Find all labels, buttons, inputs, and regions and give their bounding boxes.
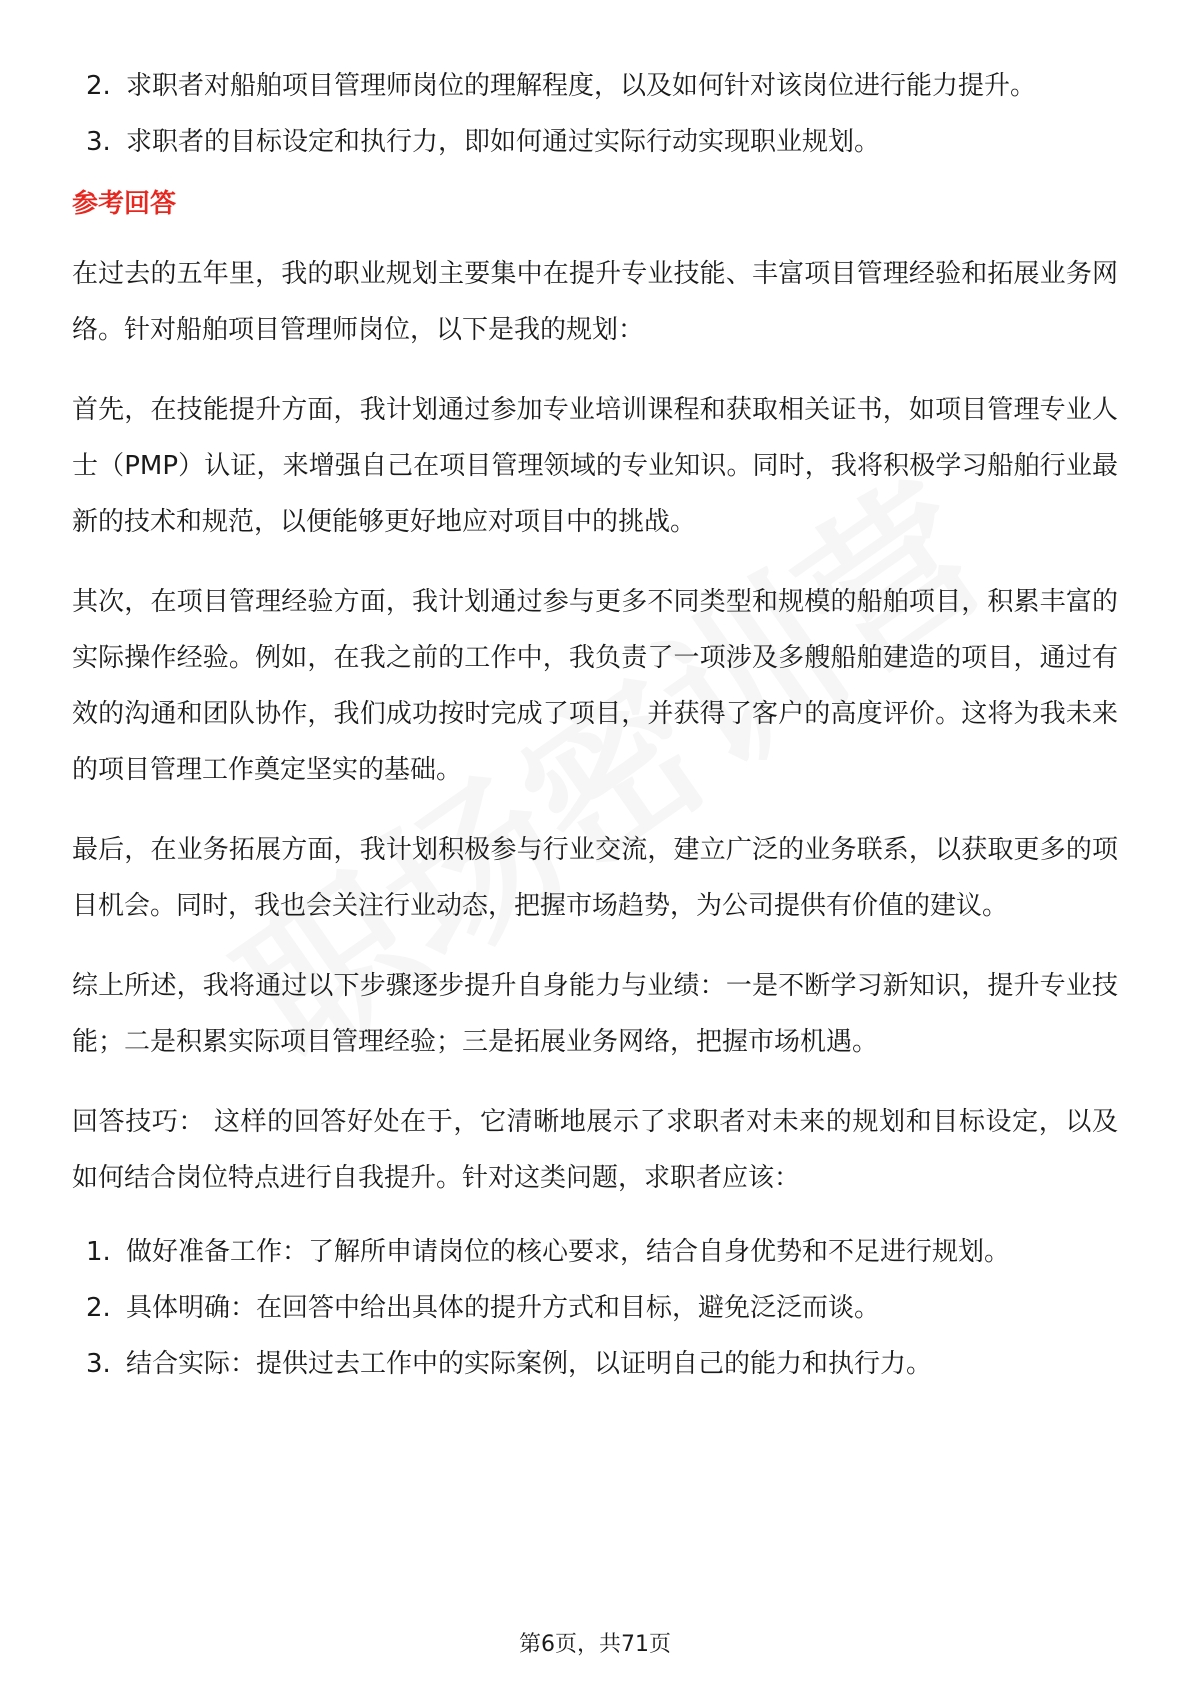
list-text: 具体明确：在回答中给出具体的提升方式和目标，避免泛泛而谈。 — [126, 1293, 881, 1323]
list-item — [72, 58, 1118, 114]
section-heading: 参考回答 — [72, 189, 177, 219]
paragraph: 综上所述，我将通过以下步骤逐步提升自身能力与业绩：一是不断学习新知识，提升专业技能；二是积累实际项目管理经验；三是拓展业务网络，把握市场机遇。 — [72, 971, 1118, 1057]
list-number: 2. — [86, 71, 111, 101]
list-item — [72, 1336, 1118, 1392]
list-item — [72, 1280, 1118, 1336]
list-number: 1. — [86, 1237, 111, 1267]
page-footer: 第6页，共71页 — [519, 1632, 671, 1657]
paragraph: 在过去的五年里，我的职业规划主要集中在提升专业技能、丰富项目管理经验和拓展业务网络。针对船舶项目管理师岗位，以下是我的规划： — [72, 259, 1118, 345]
paragraph: 首先，在技能提升方面，我计划通过参加专业培训课程和获取相关证书，如项目管理专业人士（PMP）认证，来增强自己在项目管理领域的专业知识。同时，我将积极学习船舶行业最新的技术和规范，以便能够更好地应对项目中的挑战。 — [72, 395, 1118, 537]
list-text: 求职者对船舶项目管理师岗位的理解程度，以及如何针对该岗位进行能力提升。 — [126, 71, 1037, 101]
list-text: 求职者的目标设定和执行力，即如何通过实际行动实现职业规划。 — [126, 127, 881, 157]
document-page — [72, 58, 1118, 1392]
tips-list — [72, 1224, 1118, 1392]
criteria-list — [72, 58, 1118, 170]
list-text: 结合实际：提供过去工作中的实际案例，以证明自己的能力和执行力。 — [126, 1349, 933, 1379]
list-item — [72, 114, 1118, 170]
paragraph: 回答技巧： 这样的回答好处在于，它清晰地展示了求职者对未来的规划和目标设定，以及如何结合岗位特点进行自我提升。针对这类问题，求职者应该： — [72, 1107, 1118, 1193]
paragraph: 最后，在业务拓展方面，我计划积极参与行业交流，建立广泛的业务联系，以获取更多的项目机会。同时，我也会关注行业动态，把握市场趋势，为公司提供有价值的建议。 — [72, 835, 1118, 921]
list-number: 2. — [86, 1293, 111, 1323]
list-number: 3. — [86, 127, 111, 157]
paragraph: 其次，在项目管理经验方面，我计划通过参与更多不同类型和规模的船舶项目，积累丰富的实际操作经验。例如，在我之前的工作中，我负责了一项涉及多艘船舶建造的项目，通过有效的沟通和团队协作，我们成功按时完成了项目，并获得了客户的高度评价。这将为我未来的项目管理工作奠定坚实的基础。 — [72, 587, 1118, 785]
list-number: 3. — [86, 1349, 111, 1379]
list-text: 做好准备工作：了解所申请岗位的核心要求，结合自身优势和不足进行规划。 — [126, 1237, 1011, 1267]
list-item — [72, 1224, 1118, 1280]
